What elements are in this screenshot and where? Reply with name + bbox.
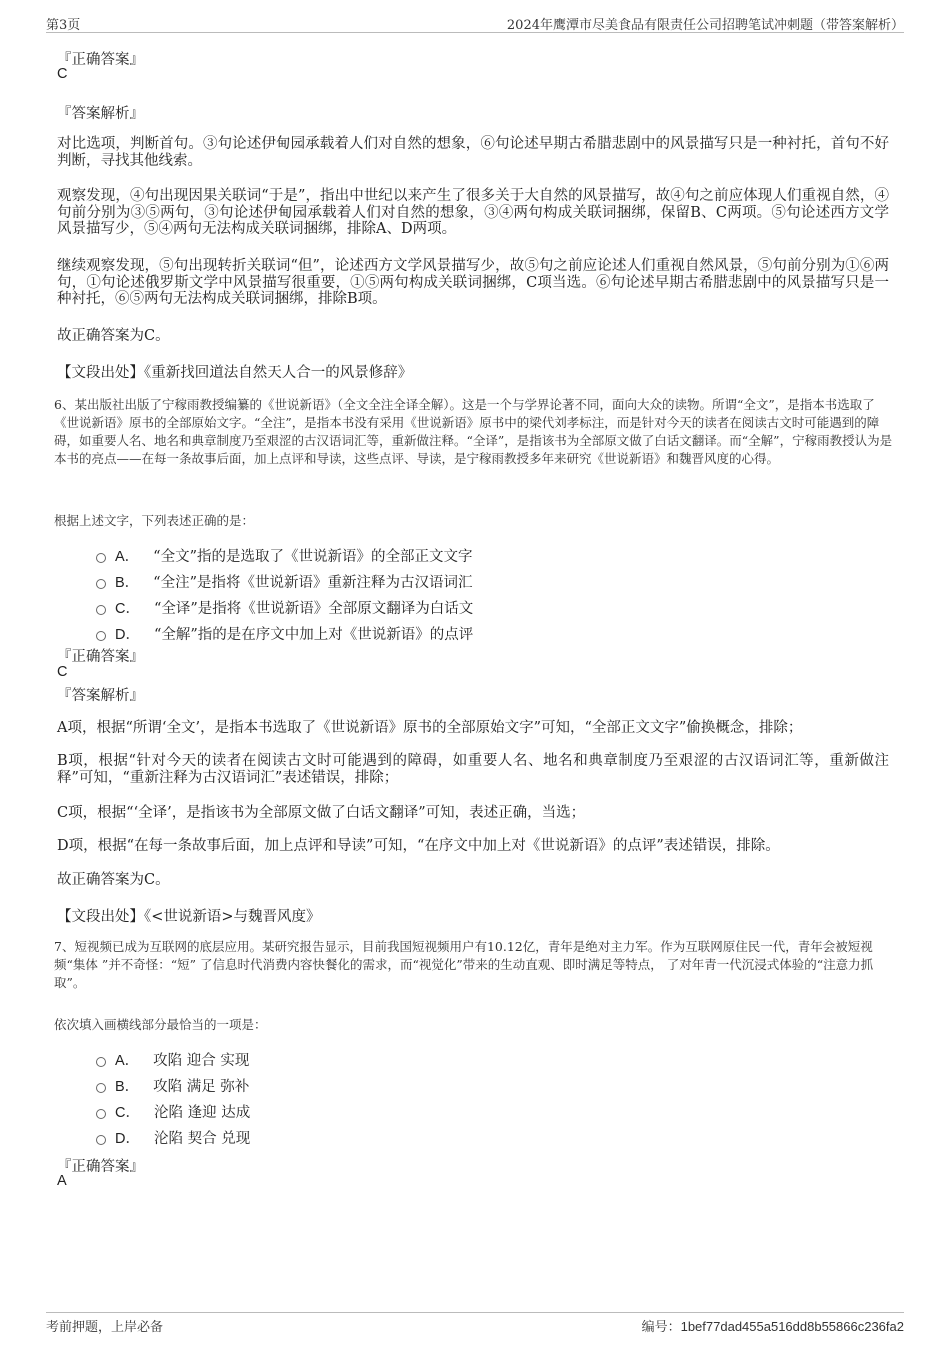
- answer-value: A: [57, 1173, 67, 1189]
- option-d[interactable]: [96, 623, 473, 644]
- radio-icon[interactable]: [96, 1135, 106, 1145]
- analysis-paragraph: 对比选项，判断首句。③句论述伊甸园承载着人们对自然的想象，⑥句论述早期古希腊悲剧中的风景描写只是一种衬托，首句不好判断，寻找其他线索。: [57, 136, 889, 169]
- answer-label: 『正确答案』: [57, 52, 144, 68]
- analysis-conclusion: 故正确答案为C。: [57, 328, 170, 344]
- option-letter: D．: [115, 627, 140, 643]
- question-text: 7、短视频已成为互联网的底层应用。某研究报告显示，目前我国短视频用户有10.12亿，青年是绝对主力军。作为互联网原住民一代，青年会被短视频“集体 ”并不奇怪：“短” 了信息时代消费内容快餐化的需求，而“视觉化”带来的生动直观、即时满足等特点， 了对年青一代沉浸式体验的“注意力抓取”。: [54, 939, 874, 990]
- radio-icon[interactable]: [96, 1109, 106, 1119]
- document-id: [642, 1316, 904, 1335]
- option-text: 攻陷 满足 弥补: [153, 1079, 250, 1095]
- option-c[interactable]: [96, 1101, 250, 1122]
- question-text: 6、某出版社出版了宁稼雨教授编纂的《世说新语》（全文全注全译全解）。这是一个与学界论著不同，面向大众的读物。所谓“全文”，是指本书选取了《世说新语》原书的全部原始文字。“全注”，是指本书没有采用《世说新语》原书中的梁代刘孝标注，而是针对今天的读者在阅读古文时可能遇到的障碍，如重要人名、地名和典章制度乃至艰涩的古汉语词汇等，重新做注释。“全译”，是指该书为全部原文做了白话文翻译。而“全解”，宁稼雨教授认为是本书的亮点——在每一条故事后面，加上点评和导读，这些点评、导读，是宁稼雨教授多年来研究《世说新语》和魏晋风度的心得。: [54, 397, 893, 466]
- option-letter: A．: [115, 549, 140, 565]
- source-citation: 【文段出处】《<世说新语>与魏晋风度》: [57, 909, 321, 925]
- option-text: “全文”指的是选取了《世说新语》的全部正文文字: [153, 549, 473, 565]
- option-a[interactable]: [96, 545, 473, 566]
- option-d[interactable]: [96, 1127, 250, 1148]
- footer-slogan: 考前押题，上岸必备: [46, 1320, 164, 1335]
- option-text: “全注”是指将《世说新语》重新注释为古汉语词汇: [153, 575, 473, 591]
- option-text: “全译”是指将《世说新语》全部原文翻译为白话文: [153, 601, 474, 617]
- option-text: 沦陷 契合 兑现: [153, 1131, 251, 1147]
- page-footer: [46, 1312, 904, 1335]
- answer-value: C: [57, 664, 68, 680]
- radio-icon[interactable]: [96, 605, 106, 615]
- option-a[interactable]: [96, 1049, 249, 1070]
- radio-icon[interactable]: [96, 631, 106, 641]
- question-prompt: 依次填入画横线部分最恰当的一项是：: [54, 1017, 267, 1032]
- option-letter: B．: [115, 575, 140, 591]
- analysis-paragraph: A项，根据“所谓‘全文’，是指本书选取了《世说新语》原书的全部原始文字”可知，“全部正文文字”偷换概念，排除；: [57, 720, 803, 736]
- radio-icon[interactable]: [96, 1083, 106, 1093]
- analysis-label: 『答案解析』: [57, 688, 144, 704]
- page-number: 第3页: [46, 18, 81, 33]
- analysis-paragraph: 观察发现，④句出现因果关联词“于是”，指出中世纪以来产生了很多关于大自然的风景描写，故④句之前应体现人们重视自然，④句前分别为③⑤两句，③句论述伊甸园承载着人们对自然的想象，③④两句构成关联词捆绑，保留B、C两项。⑤句论述西方文学风景描写少，⑤④两句无法构成关联词捆绑，排除A、D两项。: [57, 188, 889, 237]
- option-text: 沦陷 逢迎 达成: [153, 1105, 251, 1121]
- option-letter: C．: [115, 601, 140, 617]
- option-b[interactable]: [96, 1075, 249, 1096]
- question-prompt: 根据上述文字，下列表述正确的是：: [54, 513, 255, 528]
- radio-icon[interactable]: [96, 553, 106, 563]
- analysis-paragraph: D项，根据“在每一条故事后面，加上点评和导读”可知，“在序文中加上对《世说新语》的点评”表述错误，排除。: [57, 838, 780, 854]
- document-id-label: 编号：: [641, 1320, 681, 1335]
- document-id-value: 1bef77dad455a516dd8b55866c236fa2: [680, 1319, 904, 1334]
- option-letter: D．: [115, 1131, 140, 1147]
- analysis-label: 『答案解析』: [57, 106, 144, 122]
- answer-label: 『正确答案』: [57, 1159, 144, 1175]
- analysis-paragraph: B项，根据“针对今天的读者在阅读古文时可能遇到的障碍，如重要人名、地名和典章制度乃至艰涩的古汉语词汇等，重新做注释”可知，“重新注释为古汉语词汇”表述错误，排除；: [57, 753, 889, 786]
- option-letter: A．: [115, 1053, 140, 1069]
- option-letter: C．: [115, 1105, 140, 1121]
- answer-value: C: [57, 66, 68, 82]
- analysis-paragraph: 继续观察发现，⑤句出现转折关联词“但”，论述西方文学风景描写少，故⑤句之前应论述人们重视自然风景，⑤句前分别为①⑥两句，①句论述俄罗斯文学中风景描写很重要，①⑤两句构成关联词捆绑，C项当选。⑥句论述早期古希腊悲剧中的风景描写只是一种衬托，⑥⑤两句无法构成关联词捆绑，排除B项。: [57, 258, 889, 307]
- option-c[interactable]: [96, 597, 473, 618]
- source-citation: 【文段出处】《重新找回道法自然天人合一的风景修辞》: [57, 365, 413, 381]
- answer-label: 『正确答案』: [57, 649, 144, 665]
- radio-icon[interactable]: [96, 1057, 106, 1067]
- option-letter: B．: [115, 1079, 140, 1095]
- analysis-paragraph: C项，根据“‘全译’，是指该书为全部原文做了白话文翻译”可知，表述正确，当选；: [57, 805, 586, 821]
- analysis-conclusion: 故正确答案为C。: [57, 872, 170, 888]
- page-header: [46, 14, 904, 33]
- document-title: 2024年鹰潭市尽美食品有限责任公司招聘笔试冲刺题（带答案解析）: [506, 18, 904, 33]
- option-text: “全解”指的是在序文中加上对《世说新语》的点评: [153, 627, 474, 643]
- option-b[interactable]: [96, 571, 473, 592]
- option-text: 攻陷 迎合 实现: [153, 1053, 250, 1069]
- radio-icon[interactable]: [96, 579, 106, 589]
